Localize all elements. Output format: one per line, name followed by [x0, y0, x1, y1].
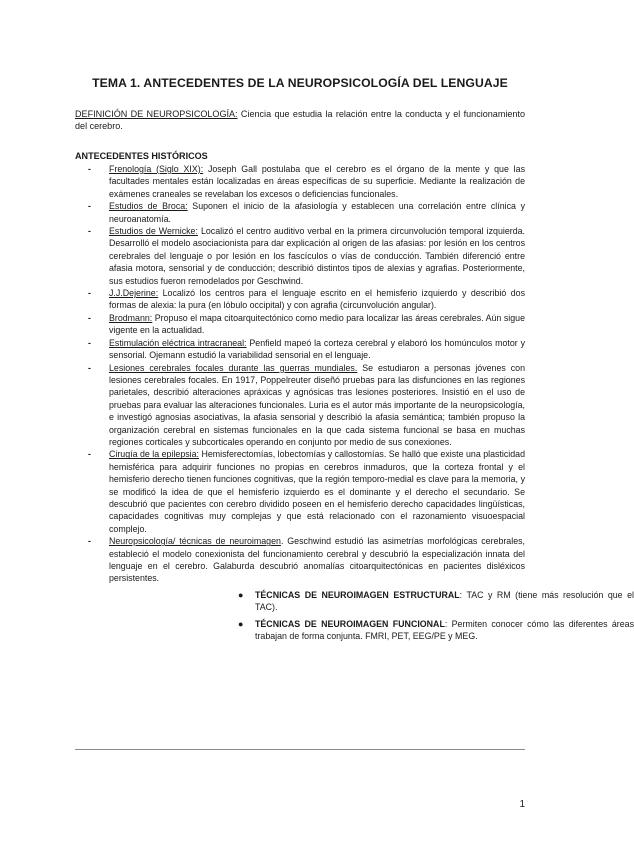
bullet-icon: ●: [238, 589, 244, 600]
list-item: - Estudios de Broca: Suponen el inicio de la afasiología y establecen una correlación entre clínica y neuroanatomía.: [88, 201, 525, 224]
sublist-item: [109, 589, 634, 614]
item-text: Propuso el mapa citoarquitectónico como medio para localizar las áreas cerebrales. Aún sigue vigente en la actualidad.: [109, 312, 525, 336]
subitem-label: TÉCNICAS DE NEUROIMAGEN ESTRUCTURAL: [255, 589, 460, 600]
item-label: Neuropsicología/ técnicas de neuroimagen: [109, 536, 281, 547]
item-text: Localizó el centro auditivo verbal en la primera circunvolución temporal izquierda. Desarrolló el modelo asociacionista para dar explicación al origen de las afasias: por lesión en los centros cerebrales del lenguaje o por lesión en los fascículos o vías de conducción. También diferenció entre afasia motora, sensorial y de conducción; describió distintos tipos de alexias y agrafias. Posteriormente, sus estudios fueron remodelados por Geschwind.: [109, 226, 526, 286]
item-text: Joseph Gall postulaba que el cerebro es el órgano de la mente y que las facultades mentales están localizadas en áreas específicas de su superficie. Mediante la realización de exámenes craneales se revelaban los excesos o deficiencias funcionales.: [109, 164, 525, 199]
subitem-text: : Permiten conocer cómo las diferentes áreas trabajan de forma conjunta. FMRI, PET, EEG/PE y MEG.: [255, 618, 634, 642]
list-item: - Cirugía de la epilepsia: Hemisferectomías, lobectomías y callostomías. Se halló que existe una plasticidad hemisférica para adquirir funciones no propias en cerebros inmaduros, que la corteza frontal y el hemisferio derecho tienen funciones cognitivas, que la región temporo-medial es clave para la memoria, y se modificó la idea de que el hemisferio izquierdo es el dominante y el derecho el secundario. Se descubrió que pacientes con cerebro dividido poseen en el hemisferio derecho capacidades lingüísticas, capacidades cognitivas muy complejas y que está relacionado con el razonamiento visuoespacial complejo.: [88, 449, 525, 534]
list-item: - Estimulación eléctrica intracraneal: Penfield mapeó la corteza cerebral y elaboró los homúnculos motor y sensorial. Ojemann estudió la variabilidad sensorial en el lenguaje.: [88, 337, 525, 361]
item-text: Hemisferectomías, lobectomías y callostomías. Se halló que existe una plasticidad hemisférica para adquirir funciones no propias en cerebros inmaduros, que la corteza frontal y el hemisferio derecho tienen funciones cognitivas, que la región temporo-medial es clave para la memoria, y se modificó la idea de que el hemisferio izquierdo es el dominante y el derecho el secundario. Se descubrió que pacientes con cerebro dividido poseen en el hemisferio derecho capacidades lingüísticas, capacidades cognitivas muy complejas y que está relacionado con el razonamiento visuoespacial complejo.: [109, 449, 525, 534]
page-number: 1: [519, 799, 525, 810]
list-item: - Brodmann: Propuso el mapa citoarquitectónico como medio para localizar las áreas cerebrales. Aún sigue vigente en la actualidad.: [88, 312, 525, 336]
item-label: Cirugía de la epilepsia:: [109, 449, 199, 460]
list-item: - Estudios de Wernicke: Localizó el centro auditivo verbal en la primera circunvolución temporal izquierda. Desarrolló el modelo asociacionista para dar explicación al origen de las afasias: por lesión en los centros cerebrales del lenguaje o por lesión en los fascículos o vías de conducción. También diferenció entre afasia motora, sensorial y de conducción; describió distintos tipos de alexias y agrafias. Posteriormente, sus estudios fueron remodelados por Geschwind.: [88, 226, 526, 286]
item-label: J.J.Dejerine:: [109, 288, 159, 299]
neuroimaging-sublist: [109, 589, 634, 643]
item-text: . Geschwind estudió las asimetrías morfológicas cerebrales, estableció el modelo conexionista del funcionamiento cerebral y descubrió la especialización innata del lenguaje en el cerebro. Galaburda descubrió anomalías citoarquitectónicas en pacientes disléxicos persistentes.: [109, 536, 525, 584]
bullet-icon: ●: [238, 618, 244, 629]
item-label: Estimulación eléctrica intracraneal:: [109, 337, 247, 348]
definition-label: DEFINICIÓN DE NEUROPSICOLOGÍA:: [75, 109, 238, 119]
antecedents-list: [0, 163, 634, 646]
sublist-item: [109, 618, 634, 643]
page-title: TEMA 1. ANTECEDENTES DE LA NEUROPSICOLOGÍA DEL LENGUAJE: [92, 76, 508, 90]
item-label: Estudios de Broca:: [109, 201, 188, 212]
footer-divider: [75, 749, 525, 750]
item-label: Frenología (Siglo XIX):: [109, 164, 204, 174]
subitem-label: TÉCNICAS DE NEUROIMAGEN FUNCIONAL: [255, 618, 445, 629]
list-item: - Lesiones cerebrales focales durante las guerras mundiales. Se estudiaron a personas jóvenes con lesiones cerebrales focales. En 1917, Poppelreuter diseñó pruebas para las disfunciones en las regiones parietales, describió alteraciones apráxicas y agnósicas tras lesiones posteriores. Insistió en el uso de pruebas para evaluar las alteraciones funcionales. Luria es el autor más importante de la neuropsicología, e investigó agnosias asociativas, la afasia sensorial y describió la afasia semántica; también propuso la organización cerebral en sistemas funcionales en la que cada sistema funcional se basa en muchas regiones corticales y subcorticales operando en conjunto por medio de sus conexiones.: [88, 362, 526, 447]
subitem-text: : TAC y RM (tiene más resolución que el TAC).: [255, 589, 634, 613]
item-label: Estudios de Wernicke:: [109, 226, 198, 237]
section-heading: ANTECEDENTES HISTÓRICOS: [75, 151, 208, 161]
list-item: - Frenología (Siglo XIX): Joseph Gall postulaba que el cerebro es el órgano de la mente y que las facultades mentales están localizadas en áreas específicas de su superficie. Mediante la realización de exámenes craneales se revelaban los excesos o deficiencias funcionales.: [88, 164, 525, 199]
item-label: Lesiones cerebrales focales durante las guerras mundiales.: [109, 362, 358, 373]
definition-text: Ciencia que estudia la relación entre la conducta y el funcionamiento del cerebro.: [75, 109, 525, 132]
list-item: - Neuropsicología/ técnicas de neuroimagen. Geschwind estudió las asimetrías morfológicas cerebrales, estableció el modelo conexionista del funcionamiento cerebral y descubrió la especialización innata del lenguaje en el cerebro. Galaburda descubrió anomalías citoarquitectónicas en pacientes disléxicos persistentes. ● TÉCNICAS DE NEUROIMAGEN ESTRUCTURAL: TAC y RM (tiene más resolución que el TAC). ● TÉCNICAS DE NEUROIMAGEN FUNCIONAL: Permiten conocer cómo las diferentes áreas trabajan de forma conjunta. FMRI, PET, EEG/PE y MEG.: [88, 536, 634, 642]
item-text: Suponen el inicio de la afasiología y establecen una correlación entre clínica y neuroanatomía.: [109, 201, 525, 224]
list-item: - J.J.Dejerine: Localizó los centros para el lenguaje escrito en el hemisferio izquierdo y describió dos formas de alexia: la pura (en lóbulo occipital) y con agrafia (circunvolución angular).: [88, 288, 525, 311]
item-text: Localizó los centros para el lenguaje escrito en el hemisferio izquierdo y describió dos formas de alexia: la pura (en lóbulo occipital) y con agrafia (circunvolución angular).: [109, 288, 525, 311]
item-text: Penfield mapeó la corteza cerebral y elaboró los homúnculos motor y sensorial. Ojemann estudió la variabilidad sensorial en el lenguaje.: [109, 337, 525, 361]
item-label: Brodmann:: [109, 312, 153, 323]
definition-paragraph: [75, 108, 525, 133]
item-text: Se estudiaron a personas jóvenes con lesiones cerebrales focales. En 1917, Poppelreuter diseñó pruebas para las disfunciones en las regiones parietales, describió alteraciones apráxicas y agnósicas tras lesiones posteriores. Insistió en el uso de pruebas para evaluar las alteraciones funcionales. Luria es el autor más importante de la neuropsicología, e investigó agnosias asociativas, la afasia sensorial y describió la afasia semántica; también propuso la organización cerebral en sistemas funcionales en la que cada sistema funcional se basa en muchas regiones corticales y subcorticales operando en conjunto por medio de sus conexiones.: [109, 362, 526, 447]
